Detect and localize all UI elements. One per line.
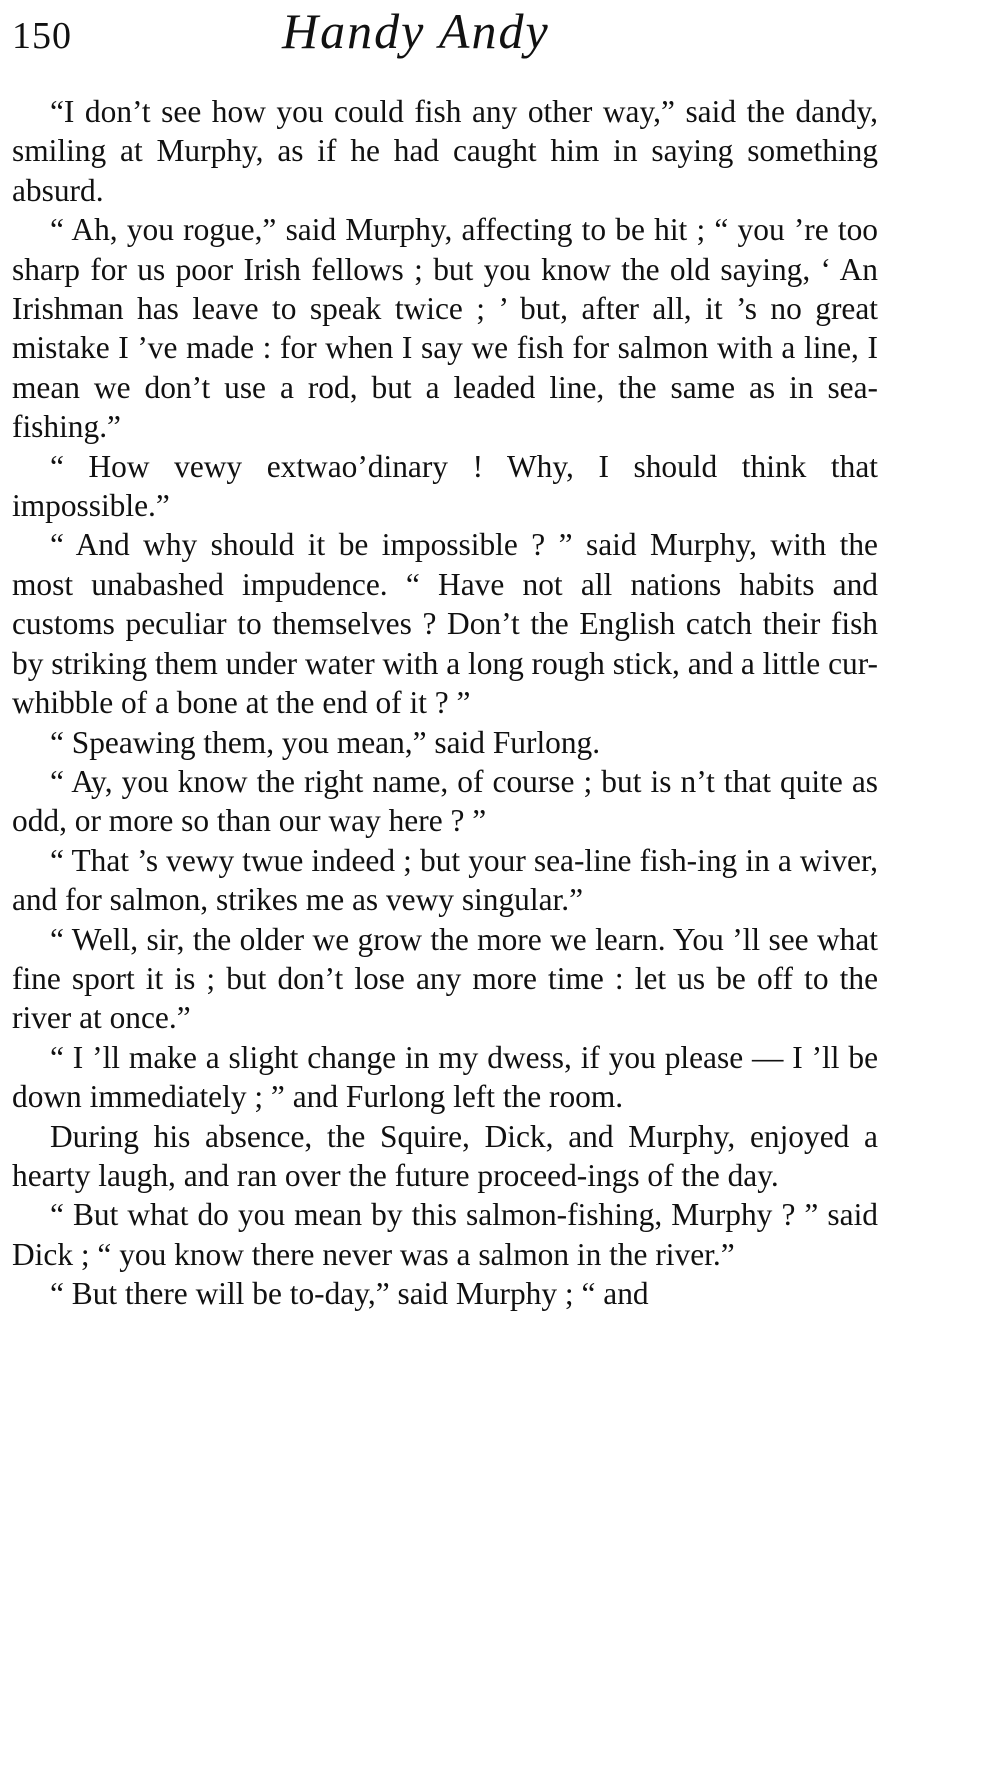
paragraph: “ Well, sir, the older we grow the more we learn. You ’ll see what fine sport it is ; but don’t lose any more time : let us be off to the river at once.” (12, 921, 878, 1036)
paragraph: “ Ay, you know the right name, of course ; but is n’t that quite as odd, or more so than our way here ? ” (12, 763, 878, 839)
page-header (12, 0, 878, 84)
paragraph: “ Speawing them, you mean,” said Furlong. (50, 724, 601, 760)
paragraph: During his absence, the Squire, Dick, and Murphy, enjoyed a hearty laugh, and ran over the future proceed-ings of the day. (12, 1118, 878, 1193)
paragraph: “ Ah, you rogue,” said Murphy, affecting to be hit ; “ you ’re too sharp for us poor Irish fellows ; but you know the old saying, ‘ An Irishman has leave to speak twice ; ’ but, after all, it ’s no great mistake I ’ve made : for when I say we fish for salmon with a line, I mean we don’t use a rod, but a leaded line, the same as in sea-fishing.” (12, 212, 878, 445)
paragraph: “ I ’ll make a slight change in my dwess, if you please — I ’ll be down immediately ; ” and Furlong left the room. (12, 1039, 878, 1115)
paragraph: “ But what do you mean by this salmon-fishing, Murphy ? ” said Dick ; “ you know there never was a salmon in the river.” (12, 1197, 878, 1272)
running-title: Handy Andy (282, 3, 550, 59)
paragraph: “ And why should it be impossible ? ” said Murphy, with the most unabashed impudence. “ Have not all nations habits and customs peculiar to themselves ? Don’t the English catch their fish by striking them under water with a long rough stick, and a little cur-whibble of a bone at the end of it ? ” (12, 527, 878, 721)
paragraph: “I don’t see how you could fish any other way,” said the dandy, smiling at Murphy, as if he had caught him in saying something absurd. (12, 94, 878, 208)
paragraph: “ That ’s vewy twue indeed ; but your sea-line fish-ing in a wiver, and for salmon, strikes me as vewy singular.” (12, 842, 878, 918)
book-page (12, 0, 878, 1314)
paragraph: “ How vewy extwao’dinary ! Why, I should think that impossible.” (12, 448, 878, 524)
paragraph: “ But there will be to-day,” said Murphy ; “ and (50, 1276, 649, 1312)
page-number: 150 (12, 15, 72, 57)
body-text (12, 92, 878, 1314)
